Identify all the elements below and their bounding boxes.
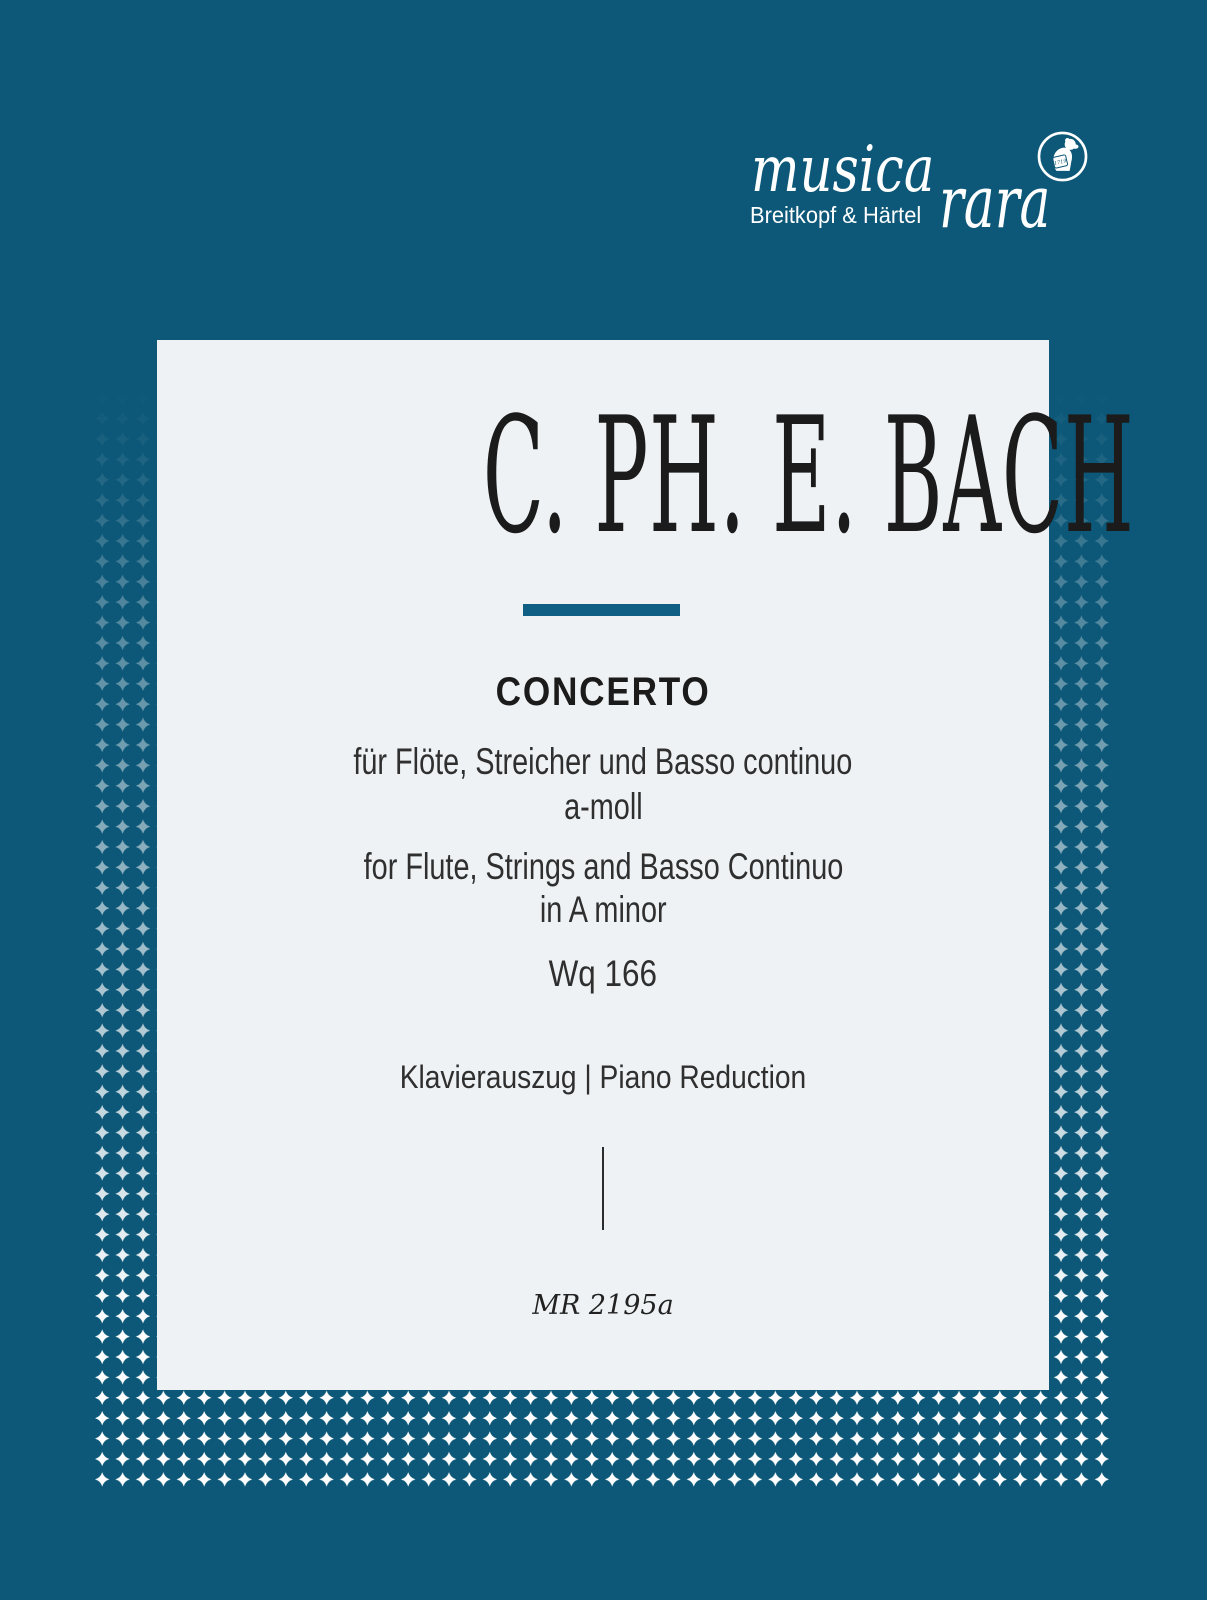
cover-panel	[157, 340, 1135, 1390]
publisher-name	[750, 204, 930, 227]
subtitle-english-key: in A minor	[539, 889, 667, 930]
catalog-number: Wq 166	[548, 953, 658, 994]
logo-rara-label: rara	[939, 160, 1051, 244]
composer-title: C. PH. E. BACH	[482, 382, 1135, 569]
bear-emblem-icon	[1036, 130, 1089, 183]
subtitle-english-instrumentation: for Flute, Strings and Basso Continuo	[363, 846, 843, 887]
emblem-year: 1719	[1053, 158, 1068, 168]
subtitle-german-key: a-moll	[563, 786, 643, 827]
subtitle-german-instrumentation: für Flöte, Streicher und Basso continuo	[353, 741, 853, 782]
edition-line: Klavierauszug | Piano Reduction	[399, 1059, 807, 1095]
publisher-name-label: Breitkopf & Härtel	[750, 202, 922, 228]
logo-musica-label: musica	[751, 133, 935, 207]
plate-number: MR 2195a	[532, 1290, 674, 1321]
vertical-divider-line	[602, 1147, 604, 1230]
work-title: CONCERTO	[495, 670, 711, 714]
title-divider-bar	[523, 604, 680, 616]
